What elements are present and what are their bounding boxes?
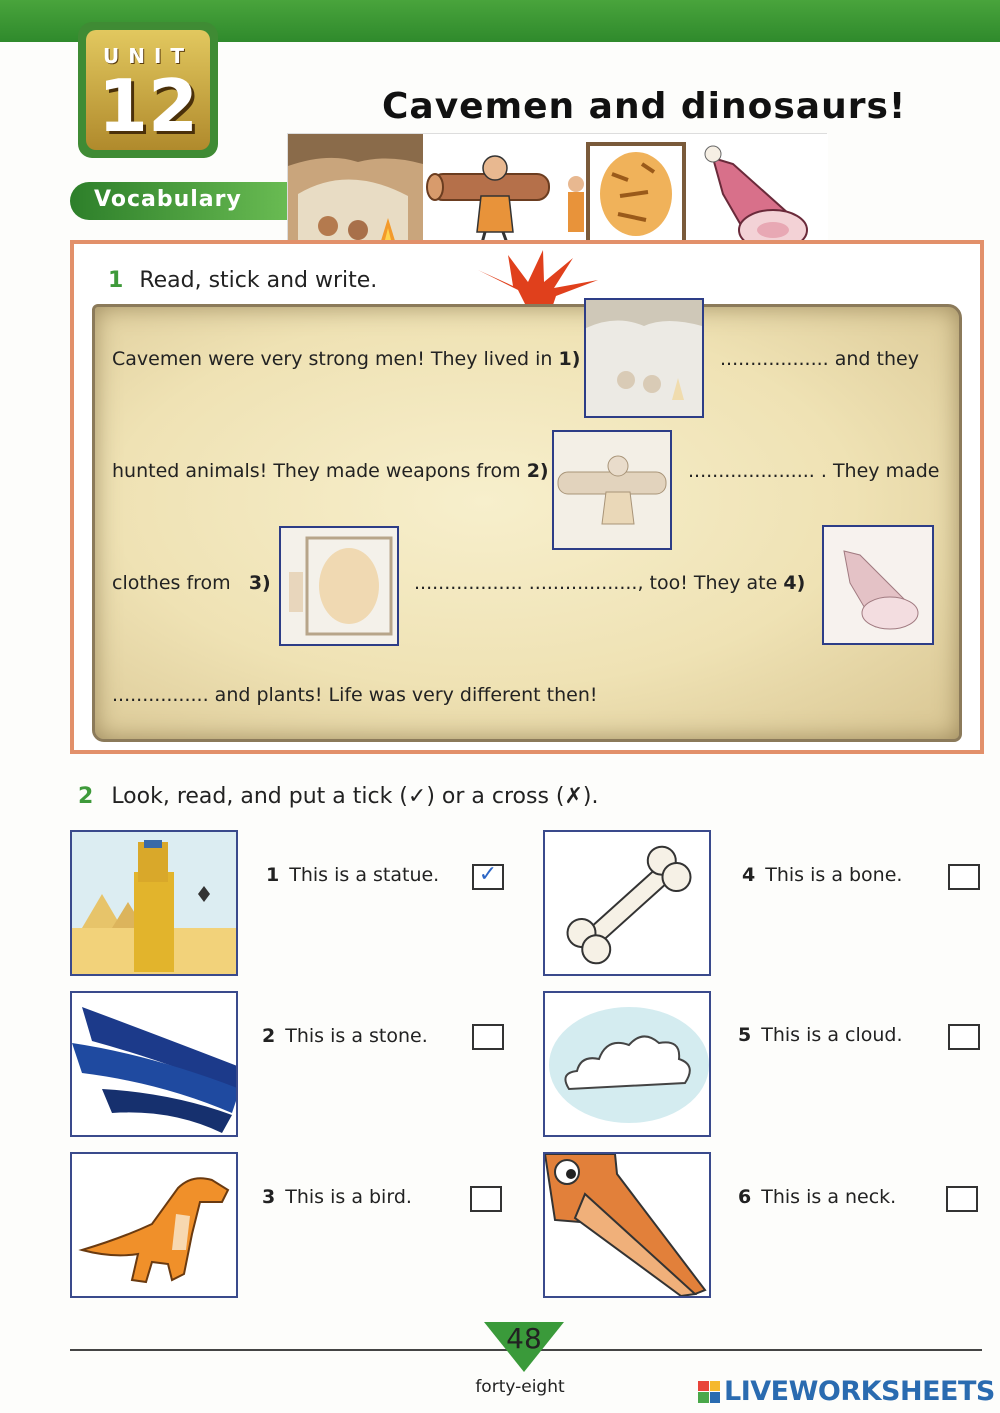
cave-icon <box>586 300 702 416</box>
unit-badge <box>78 22 218 158</box>
item-6-sentence: This is a neck. <box>761 1186 897 1208</box>
item-4-text <box>742 864 902 886</box>
story-line-1 <box>112 348 580 370</box>
story-text: ................ and plants! Life was very different then! <box>112 684 598 706</box>
item-3-checkbox[interactable] <box>470 1186 502 1212</box>
sticker-slot-4[interactable] <box>822 525 934 645</box>
exercise-1-heading <box>108 268 377 293</box>
item-6-checkbox[interactable] <box>946 1186 978 1212</box>
blank-number: 3) <box>248 572 271 594</box>
exercise-2-heading <box>78 784 599 809</box>
item-2-checkbox[interactable] <box>472 1024 504 1050</box>
item-1-number: 1 <box>266 864 280 886</box>
story-line-3 <box>112 572 271 594</box>
cloud-icon <box>543 991 711 1137</box>
exercise-1-instruction: Read, stick and write. <box>139 268 378 293</box>
item-6-text <box>738 1186 896 1208</box>
story-text: ..................... . They made <box>688 460 940 482</box>
unit-label: UNIT <box>102 44 194 68</box>
story-line-2 <box>112 460 549 482</box>
item-2-sentence: This is a stone. <box>285 1025 428 1047</box>
section-label <box>70 182 302 220</box>
item-3-number: 3 <box>262 1186 276 1208</box>
item-1-checkbox[interactable] <box>472 864 504 890</box>
blank-number: 1) <box>558 348 581 370</box>
page-title: Cavemen and dinosaurs! <box>382 86 907 127</box>
exercise-1-number: 1 <box>108 268 124 293</box>
item-1-text <box>266 864 439 886</box>
section-label-text: Vocabulary <box>94 187 242 212</box>
sticker-slot-1[interactable] <box>584 298 704 418</box>
liveworksheets-logo <box>698 1376 995 1407</box>
item-5-sentence: This is a cloud. <box>761 1024 903 1046</box>
skin-icon <box>281 528 397 644</box>
item-2-number: 2 <box>262 1025 276 1047</box>
item-5-checkbox[interactable] <box>948 1024 980 1050</box>
exercise-2-instruction: Look, read, and put a tick (✓) or a cross (✗). <box>111 784 599 809</box>
meat-icon <box>824 527 932 643</box>
exercise-2-number: 2 <box>78 784 94 809</box>
story-text: .................. .................., too! They ate <box>414 572 778 594</box>
story-text: .................. and they <box>720 348 919 370</box>
story-text: Cavemen were very strong men! They lived in <box>112 348 553 370</box>
sticker-slot-2[interactable] <box>552 430 672 550</box>
story-text: hunted animals! They made weapons from <box>112 460 521 482</box>
item-4-checkbox[interactable] <box>948 864 980 890</box>
item-2-text <box>262 1025 428 1047</box>
dinosaur-icon <box>70 1152 238 1298</box>
page-number: 48 <box>506 1322 542 1355</box>
item-4-sentence: This is a bone. <box>765 864 903 886</box>
blank-number: 4) <box>783 572 806 594</box>
blank-number: 2) <box>526 460 549 482</box>
item-1-sentence: This is a statue. <box>289 864 440 886</box>
logo-grid-icon <box>698 1381 720 1403</box>
bone-icon <box>543 830 711 976</box>
wing-icon <box>70 991 238 1137</box>
story-text: clothes from <box>112 572 231 594</box>
logo-text: LIVEWORKSHEETS <box>724 1376 995 1407</box>
item-5-number: 5 <box>738 1024 752 1046</box>
item-3-sentence: This is a bird. <box>285 1186 412 1208</box>
item-6-number: 6 <box>738 1186 752 1208</box>
story-line-1-end <box>720 348 919 370</box>
story-line-2-end <box>688 460 939 482</box>
statue-icon <box>70 830 238 976</box>
item-3-text <box>262 1186 412 1208</box>
sticker-slot-3[interactable] <box>279 526 399 646</box>
beak-icon <box>543 1152 711 1298</box>
story-line-3-end <box>414 572 805 594</box>
unit-number: 12 <box>97 64 199 148</box>
page-number-words: forty-eight <box>475 1377 565 1397</box>
item-1-mark: ✓ <box>478 862 498 887</box>
item-5-text <box>738 1024 903 1046</box>
log-icon <box>554 432 670 548</box>
story-line-4 <box>112 684 598 706</box>
item-4-number: 4 <box>742 864 756 886</box>
